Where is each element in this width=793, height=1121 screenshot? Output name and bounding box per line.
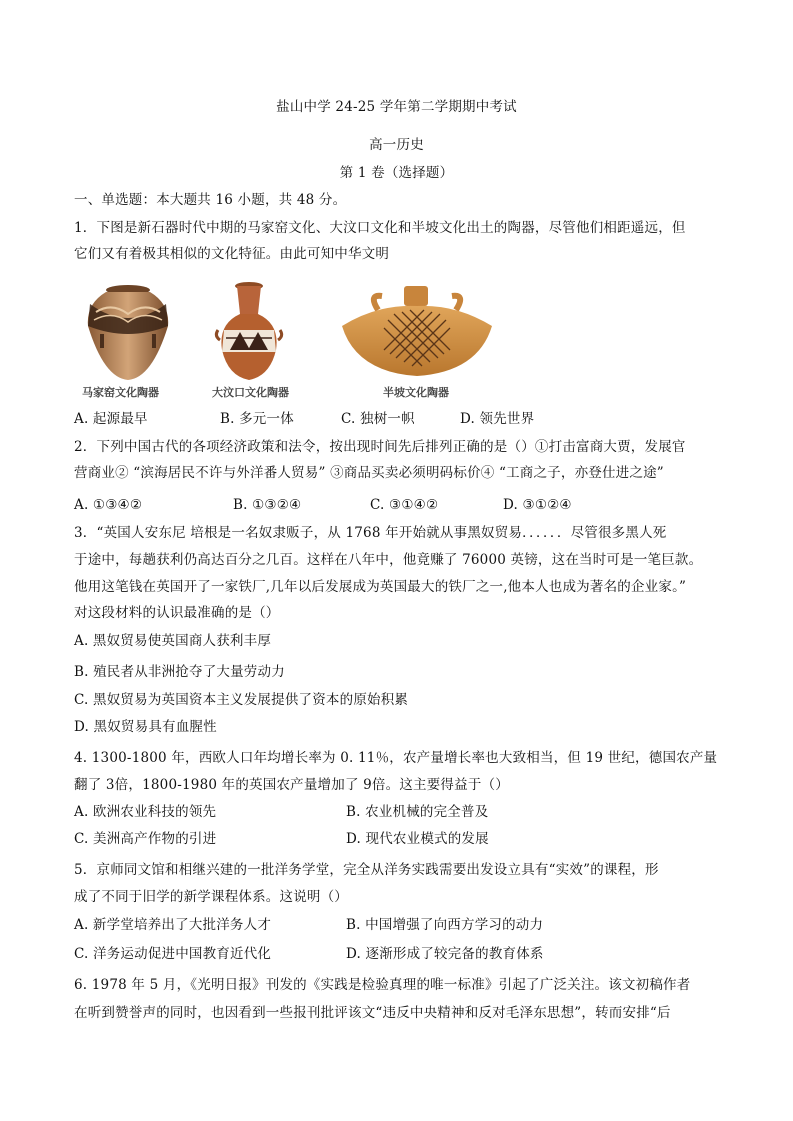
q6-stem-line-1: 6. 1978 年 5 月，《光明日报》刊发的《实践是检验真理的唯一标准》引起了广泛关注。该文初稿作者	[74, 977, 691, 993]
majiayao-caption: 马家窑文化陶器	[82, 386, 159, 399]
q5-option-c[interactable]: C. 洋务运动促进中国教育近代化	[74, 946, 272, 962]
q1-option-c[interactable]: C. 独树一帜	[341, 411, 415, 427]
q3-stem-line-1: 3．“英国人安东尼 培根是一名奴隶贩子，从 1768 年开始就从事黑奴贸易．．．．．．尽管很多黑人死	[74, 525, 667, 541]
q5-stem-line-2: 成了不同于旧学的新学课程体系。这说明（）	[74, 889, 348, 905]
banpo-caption: 半坡文化陶器	[383, 386, 449, 399]
q4-option-c[interactable]: C. 美洲高产作物的引进	[74, 831, 217, 847]
q5-option-d[interactable]: D. 逐渐形成了较完备的教育体系	[346, 946, 544, 962]
q2-option-c[interactable]: C. ③①④②	[370, 497, 439, 513]
q3-stem-line-4: 对这段材料的认识最准确的是（）	[74, 605, 280, 621]
section-heading: 一、单选题：本大题共 16 小题，共 48 分。	[74, 192, 347, 208]
q5-stem-line-1: 5．京师同文馆和相继兴建的一批洋务学堂，完全从洋务实践需要出发设立具有“实效”的课程，形	[74, 862, 659, 878]
q3-option-d[interactable]: D. 黑奴贸易具有血腥性	[74, 719, 217, 735]
q2-option-b[interactable]: B. ①③②④	[233, 497, 302, 513]
q1-option-a[interactable]: A. 起源最早	[74, 411, 148, 427]
q5-option-a[interactable]: A. 新学堂培养出了大批洋务人才	[74, 917, 272, 933]
q4-option-b[interactable]: B. 农业机械的完全普及	[346, 804, 489, 820]
q4-stem-line-2: 翻了 3倍，1800-1980 年的英国农产量增加了 9倍。这主要得益于（）	[74, 777, 509, 793]
q3-option-c[interactable]: C. 黑奴贸易为英国资本主义发展提供了资本的原始积累	[74, 692, 409, 708]
q3-stem-line-3: 他用这笔钱在英国开了一家铁厂,几年以后发展成为英国最大的铁厂之一,他本人也成为著名的企业家。”	[74, 579, 687, 595]
q2-option-d[interactable]: D. ③①②④	[503, 497, 572, 513]
q2-stem-line-2: 营商业② “滨海居民不许与外洋番人贸易” ③商品买卖必须明码标价④ “工商之子，亦登仕进之途”	[74, 465, 664, 481]
subject-title: 高一历史	[369, 137, 424, 153]
exam-title: 盐山中学 24-25 学年第二学期期中考试	[276, 99, 517, 115]
banpo-pottery-image	[338, 282, 496, 382]
q2-stem-line-1: 2．下列中国古代的各项经济政策和法令，按出现时间先后排列正确的是（）①打击富商大贾，发展官	[74, 439, 686, 455]
q3-option-b[interactable]: B. 殖民者从非洲抢夺了大量劳动力	[74, 664, 285, 680]
q2-option-a[interactable]: A. ①③④②	[74, 497, 143, 513]
q4-option-a[interactable]: A. 欧洲农业科技的领先	[74, 804, 217, 820]
q4-option-d[interactable]: D. 现代农业模式的发展	[346, 831, 489, 847]
q3-option-a[interactable]: A. 黑奴贸易使英国商人获利丰厚	[74, 633, 272, 649]
q4-stem-line-1: 4. 1300-1800 年，西欧人口年均增长率为 0. 11％，农产量增长率也大致相当，但 19 世纪，德国农产量	[74, 750, 718, 766]
q3-stem-line-2: 于途中，每趟获利仍高达百分之几百。这样在八年中，他竟赚了 76000 英镑，这在当时可是一笔巨款。	[74, 552, 703, 568]
dawenkou-caption: 大汶口文化陶器	[212, 386, 289, 399]
q5-option-b[interactable]: B. 中国增强了向西方学习的动力	[346, 917, 544, 933]
q6-stem-line-2: 在听到赞誉声的同时，也因看到一些报刊批评该文“违反中央精神和反对毛泽东思想”，转而安排“后	[74, 1005, 671, 1021]
q1-option-b[interactable]: B. 多元一体	[220, 411, 294, 427]
dawenkou-pottery-image	[212, 280, 286, 384]
q1-stem-line-2: 它们又有着极其相似的文化特征。由此可知中华文明	[74, 246, 390, 262]
volume-title: 第 1 卷（选择题）	[339, 165, 454, 181]
q1-stem-line-1: 1．下图是新石器时代中期的马家窑文化、大汶口文化和半坡文化出土的陶器，尽管他们相距遥远，但	[74, 220, 686, 236]
majiayao-pottery-image	[82, 282, 174, 382]
q1-option-d[interactable]: D. 领先世界	[460, 411, 535, 427]
